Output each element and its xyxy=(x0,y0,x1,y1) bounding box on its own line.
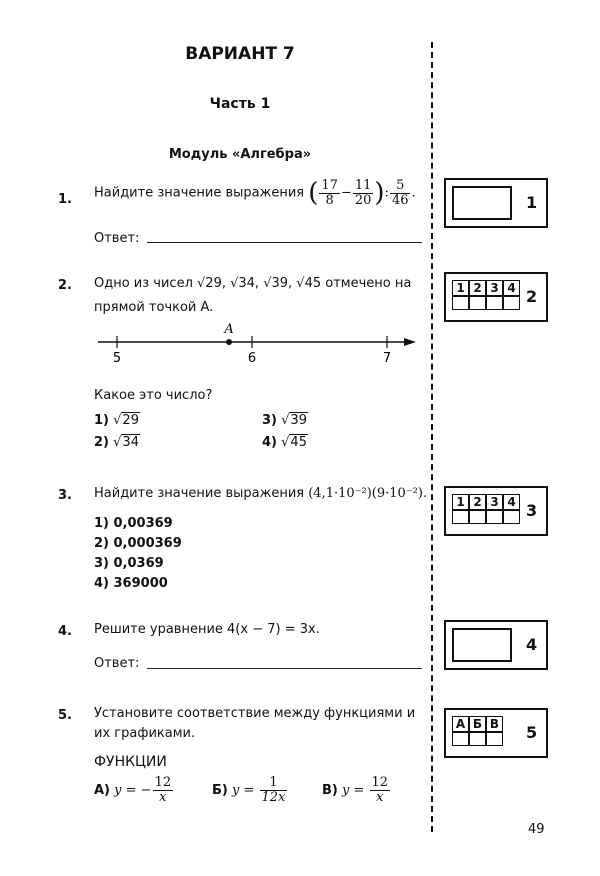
q3-option-1[interactable]: 1) 0,00369 xyxy=(94,516,173,531)
q1-frac3: $\frac{5}{46}$ xyxy=(391,177,409,208)
point-a-dot xyxy=(226,339,232,345)
q3-option-2[interactable]: 2) 0,000369 xyxy=(94,536,182,551)
part-title: Часть 1 xyxy=(209,96,271,112)
q1-expression: Найдите значение выражения ( $\frac{17}{8}$ − $\frac{11}{20}$ ): $\frac{5}{46}$ . xyxy=(94,177,416,208)
q5-line2: их графиками. xyxy=(94,726,196,741)
q5-function-a: А) y = − $\frac{12}{x}$ xyxy=(94,775,172,805)
number-line-arrow xyxy=(404,338,416,346)
answer-box-4[interactable] xyxy=(444,620,548,670)
q4-answer-line[interactable] xyxy=(147,668,422,669)
q5-functions-label: ФУНКЦИИ xyxy=(94,754,167,770)
q3-option-3[interactable]: 3) 0,0369 xyxy=(94,556,164,571)
q2-number: 2. xyxy=(58,278,72,293)
tick-label-5: 5 xyxy=(112,351,122,366)
tick-label-6: 6 xyxy=(247,351,257,366)
q2-line2: прямой точкой A. xyxy=(94,300,214,315)
answer-field-4[interactable] xyxy=(452,628,512,662)
q2-option-4[interactable]: 4) √45 xyxy=(262,435,307,450)
q2-option-1[interactable]: 1) √29 xyxy=(94,413,139,428)
q5-number: 5. xyxy=(58,708,72,723)
q4-answer-label: Ответ: xyxy=(94,656,140,671)
variant-title: ВАРИАНТ 7 xyxy=(185,44,295,64)
answer-box-1[interactable] xyxy=(444,178,548,228)
q2-option-3[interactable]: 3) √39 xyxy=(262,413,307,428)
q5-function-b: Б) y = $\frac{1}{12x}$ xyxy=(212,775,286,805)
q3-expression: (4,1·10⁻²)(9·10⁻²). xyxy=(308,486,428,501)
box-number-4: 4 xyxy=(526,635,538,654)
q1-text: Найдите значение выражения xyxy=(94,185,305,201)
answer-box-3[interactable] xyxy=(444,486,548,536)
q5-function-v: В) y = $\frac{12}{x}$ xyxy=(322,775,389,805)
q1-number: 1. xyxy=(58,192,72,207)
tick-label-7: 7 xyxy=(382,351,392,366)
q3-number: 3. xyxy=(58,488,72,503)
q3-text: Найдите значение выражения xyxy=(94,486,305,501)
answer-box-5[interactable] xyxy=(444,708,548,758)
q1-frac1: $\frac{17}{8}$ xyxy=(321,177,338,208)
q4-text: Решите уравнение 4(x − 7) = 3x. xyxy=(94,622,320,637)
q4-number: 4. xyxy=(58,624,72,639)
q1-answer-line[interactable] xyxy=(147,242,422,243)
page-number: 49 xyxy=(528,822,545,837)
q2-option-2[interactable]: 2) √34 xyxy=(94,435,139,450)
answer-box-2[interactable] xyxy=(444,272,548,322)
q1-frac2: $\frac{11}{20}$ xyxy=(354,177,372,208)
q5-line1: Установите соответствие между функциями и xyxy=(94,706,416,721)
point-a-label: A xyxy=(224,322,234,337)
q2-number-line xyxy=(90,318,430,368)
q3-option-4[interactable]: 4) 369000 xyxy=(94,576,168,591)
answer-field-1[interactable] xyxy=(452,186,512,220)
q2-line1: Одно из чисел √29, √34, √39, √45 отмечено на xyxy=(94,276,412,291)
box-number-5: 5 xyxy=(526,723,538,742)
digit-grid-3[interactable]: 1 2 3 4 xyxy=(452,494,520,524)
letter-grid-5[interactable]: А Б В xyxy=(452,716,503,746)
box-number-3: 3 xyxy=(526,501,538,520)
digit-grid-2[interactable]: 1 2 3 4 xyxy=(452,280,520,310)
box-number-1: 1 xyxy=(526,193,538,212)
q1-answer-label: Ответ: xyxy=(94,231,140,246)
cut-line xyxy=(431,42,433,832)
box-number-2: 2 xyxy=(526,287,538,306)
q3-statement xyxy=(94,486,427,501)
q2-question: Какое это число? xyxy=(94,388,213,403)
module-title: Модуль «Алгебра» xyxy=(168,147,312,162)
